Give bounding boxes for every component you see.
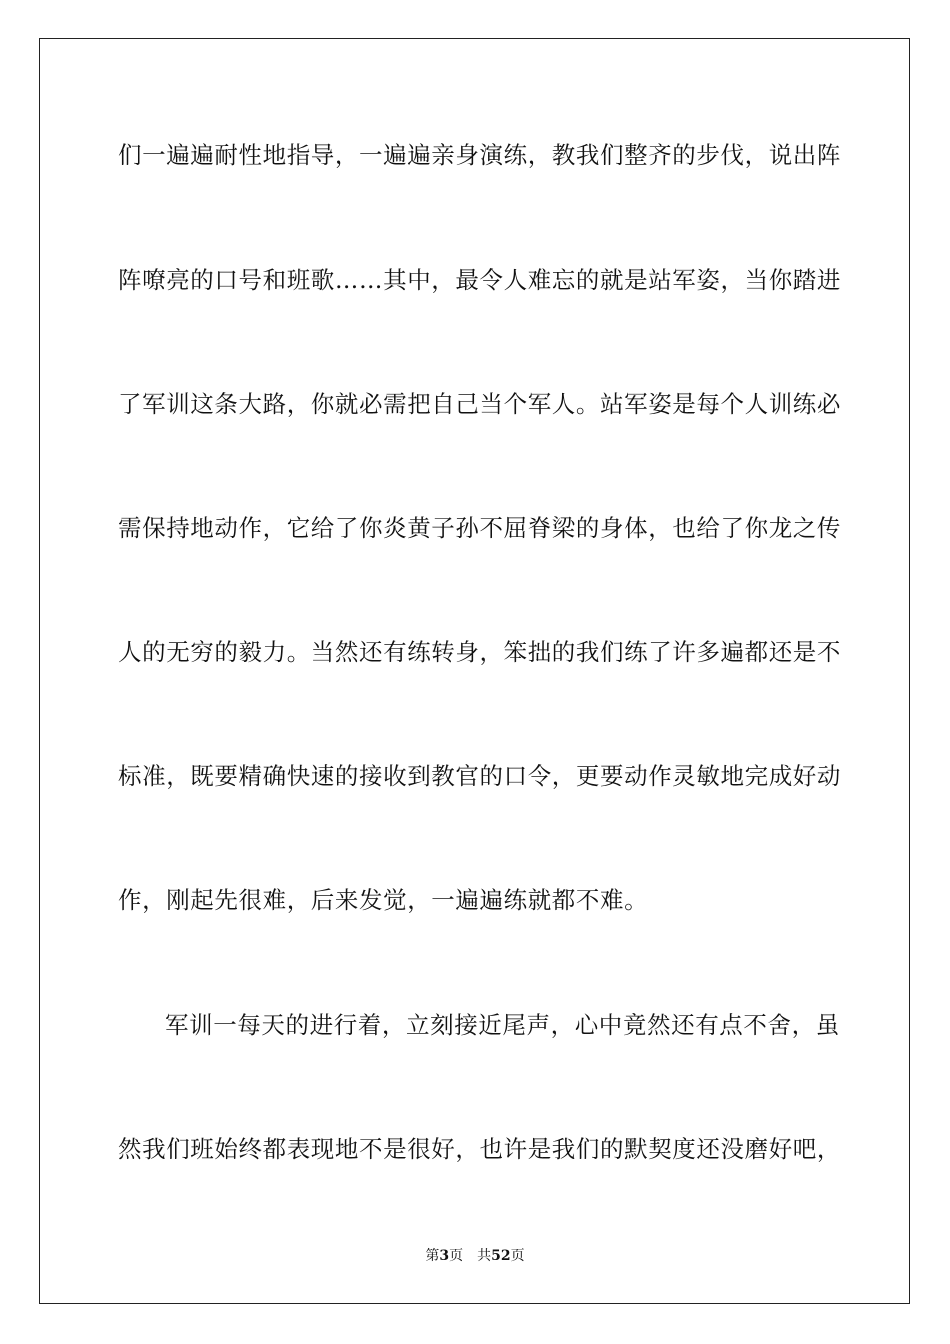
text-line: 们一遍遍耐性地指导，一遍遍亲身演练，教我们整齐的步伐，说出阵 [118, 141, 841, 169]
total-pages: 52 [491, 1248, 511, 1264]
text-line: 人的无穷的毅力。当然还有练转身，笨拙的我们练了许多遍都还是不 [118, 638, 841, 666]
page-footer [0, 1247, 950, 1265]
text-line: 需保持地动作，它给了你炎黄子孙不屈脊梁的身体，也给了你龙之传 [118, 514, 841, 542]
text-line: 阵嘹亮的口号和班歌……其中，最令人难忘的就是站军姿，当你踏进 [118, 266, 841, 294]
text-line: 标准，既要精确快速的接收到教官的口令，更要动作灵敏地完成好动 [118, 762, 841, 790]
text-line: 了军训这条大路，你就必需把自己当个军人。站军姿是每个人训练必 [118, 390, 841, 418]
text-line: 然我们班始终都表现地不是很好，也许是我们的默契度还没磨好吧， [118, 1135, 841, 1163]
page-suffix: 页 [449, 1248, 464, 1264]
page-prefix: 第 [425, 1248, 440, 1264]
page-number: 3 [439, 1248, 450, 1264]
text-line: 作，刚起先很难，后来发觉，一遍遍练就都不难。 [118, 886, 649, 914]
total-prefix: 共 [477, 1248, 492, 1264]
page-border [39, 38, 910, 1304]
paragraph-first-line: 军训一每天的进行着，立刻接近尾声，心中竟然还有点不舍，虽 [165, 1011, 840, 1039]
total-suffix: 页 [510, 1248, 525, 1264]
